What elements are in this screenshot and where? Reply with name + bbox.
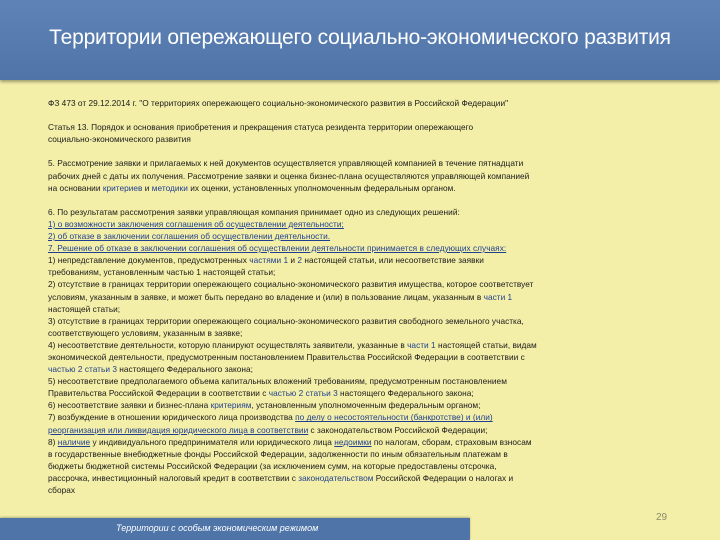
item-4-line: экономической деятельности, предусмотренным постановлением Правительства Российской Федерации в соответствии с	[48, 351, 525, 362]
paragraph-6-line: 6. По результатам рассмотрения заявки управляющая компания принимает одно из следующих решений:	[48, 206, 460, 217]
presence-link[interactable]: наличие	[57, 436, 91, 447]
item-4-line: 4) несоответствие деятельности, которую планируют осуществлять заявители, указанные в части 1 настоящей статьи, видам	[48, 339, 537, 350]
footer-caption: Территории с особым экономическим режимом	[116, 523, 319, 533]
arrears-link[interactable]: недоимки	[334, 436, 372, 447]
item-1-line: требованиям, установленным частью 1 настоящей статьи;	[48, 267, 276, 278]
article-heading-line: социально-экономического развития	[48, 134, 191, 145]
part-2-link[interactable]: 2	[297, 255, 303, 266]
parts-1-link[interactable]: частями 1	[249, 255, 289, 266]
item-2-line: условиям, указанным в заявке, и может быть передано во владение и (или) в пользование лицам, указанным в части 1	[48, 291, 513, 302]
paragraph-5-line: на основании критериев и методики их оценки, установленных уполномоченным федеральным органом.	[48, 182, 456, 193]
item-8-line: бюджеты бюджетной системы Российской Федерации (за исключением сумм, на которые предоставлены отсрочка,	[48, 460, 497, 471]
item-8-line: в государственные внебюджетные фонды Российской Федерации, задолженности по иным обязательным платежам в	[48, 448, 508, 459]
page-number: 29	[656, 512, 668, 523]
item-8-line: 8) наличие у индивидуального предпринимателя или юридического лица недоимки по налогам, сборам, страховым взносам	[48, 436, 532, 447]
item-1-line: 1) непредставление документов, предусмотренных частями 1 и 2 настоящей статьи, или несоответствие заявки	[48, 255, 484, 266]
article-3-part-2-link[interactable]: частью 2 статьи 3	[48, 364, 117, 375]
item-3-line: соответствующего условиям, указанным в заявке;	[48, 327, 243, 338]
bankruptcy-link[interactable]: по делу о несостоятельности (банкротстве) и (или)	[295, 412, 493, 423]
criteria-link[interactable]: критериям	[210, 400, 252, 411]
decision-option-1-link[interactable]: 1) о возможности заключения соглашения об осуществлении деятельности;	[48, 218, 344, 229]
item-5-line: Правительства Российской Федерации в соответствии с частью 2 статьи 3 настоящего Федерального закона;	[48, 388, 474, 399]
footer-bar	[0, 518, 470, 540]
methods-link[interactable]: методики	[151, 182, 188, 193]
part-1-link[interactable]: части 1	[483, 291, 513, 302]
title-bar	[0, 0, 720, 80]
paragraph-7-link[interactable]: 7. Решение об отказе в заключении соглашения об осуществлении деятельности принимается в следующих случаях:	[48, 243, 507, 254]
item-5-line: 5) несоответствие предполагаемого объема капитальных вложений требованиям, предусмотренным постановлением	[48, 376, 507, 387]
slide-title: Территории опережающего социально-экономического развития	[49, 26, 671, 49]
part-1-link[interactable]: части 1	[407, 339, 436, 350]
article-3-part-2-link[interactable]: частью 2 статьи 3	[268, 388, 338, 399]
item-7-line: реорганизация или ликвидация юридического лица в соответствии с законодательством Российской Федерации;	[48, 424, 488, 435]
article-heading-line: Статья 13. Порядок и основания приобретения и прекращения статуса резидента территории опережающего	[48, 122, 474, 133]
item-8-line: сборах	[48, 485, 76, 495]
legislation-link[interactable]: законодательством	[298, 472, 374, 483]
item-6-line: 6) несоответствие заявки и бизнес-плана критериям, установленным уполномоченным федеральным органом;	[48, 400, 481, 411]
item-4-line: частью 2 статьи 3 настоящего Федерального закона;	[48, 364, 253, 375]
item-2-line: настоящей статьи;	[48, 303, 121, 314]
criteria-link[interactable]: критериев	[102, 182, 143, 193]
item-8-line: рассрочка, инвестиционный налоговый кредит в соответствии с законодательством Российской Федерации о налогах и	[48, 472, 514, 483]
item-2-line: 2) отсутствие в границах территории опережающего социально-экономического развития имущества, которое соответствует	[48, 279, 534, 290]
item-7-line: 7) возбуждение в отношении юридического лица производства по делу о несостоятельности (банкротстве) и (или)	[48, 412, 493, 423]
law-reference: ФЗ 473 от 29.12.2014 г. "О территориях опережающего социально-экономического развития в Российской Федерации"	[48, 98, 509, 108]
paragraph-5-line: рабочих дней с даты их получения. Рассмотрение заявки и оценка бизнес-плана осуществляются управляющей компанией	[48, 170, 530, 181]
paragraph-5-line: 5. Рассмотрение заявки и прилагаемых к ней документов осуществляется управляющей компанией в течение пятнадцати	[48, 158, 524, 169]
law-text	[48, 97, 672, 496]
decision-option-2-link[interactable]: 2) об отказе в заключении соглашения об осуществлении деятельности.	[48, 231, 331, 242]
item-3-line: 3) отсутствие в границах территории опережающего социально-экономического развития свободного земельного участка,	[48, 315, 524, 326]
liquidation-link[interactable]: реорганизация или ликвидация юридического лица в соответствии	[48, 424, 309, 435]
